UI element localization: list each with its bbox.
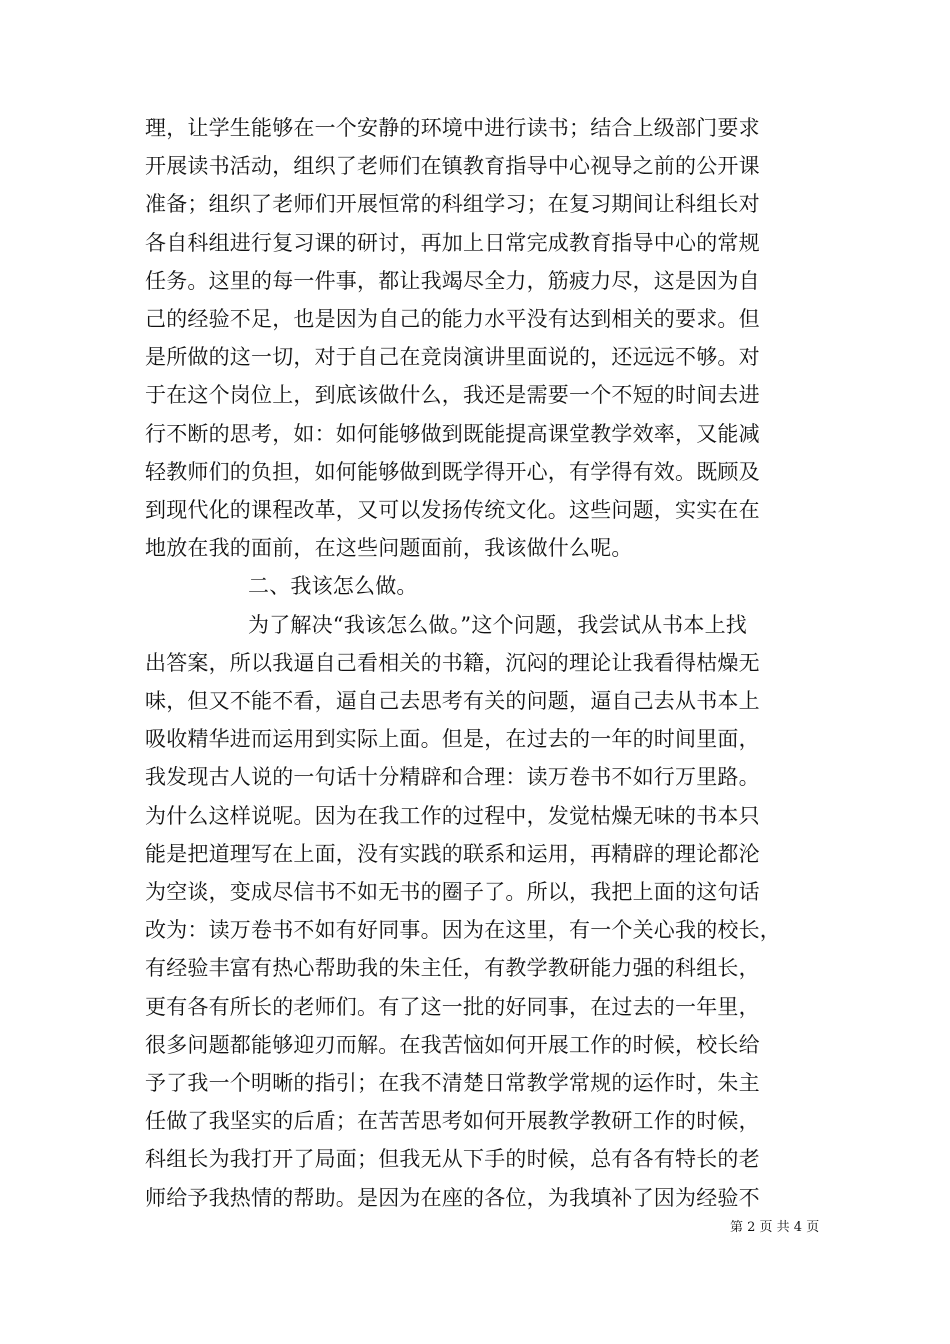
paragraph-line: 是所做的这一切，对于自己在竞岗演讲里面说的，还远远不够。对 <box>145 345 760 370</box>
paragraph-line: 更有各有所长的老师们。有了这一批的好同事，在过去的一年里， <box>145 994 760 1019</box>
paragraph-line: 轻教师们的负担，如何能够做到既学得开心，有学得有效。既顾及 <box>145 459 760 484</box>
paragraph-line: 己的经验不足，也是因为自己的能力水平没有达到相关的要求。但 <box>145 307 760 331</box>
paragraph-line: 行不断的思考，如：如何能够做到既能提高课堂教学效率，又能减 <box>145 421 760 446</box>
paragraph-line: 各自科组进行复习课的研讨，再加上日常完成教育指导中心的常规 <box>145 230 760 255</box>
paragraph-line: 味，但又不能不看，逼自己去思考有关的问题，逼自己去从书本上 <box>145 689 760 713</box>
page-footer: 第 2 页 共 4 页 <box>730 1219 820 1235</box>
paragraph-line: 于在这个岗位上，到底该做什么，我还是需要一个不短的时间去进 <box>145 383 760 408</box>
paragraph-line: 地放在我的面前，在这些问题面前，我该做什么呢。 <box>145 536 633 561</box>
paragraph-line: 开展读书活动，组织了老师们在镇教育指导中心视导之前的公开课 <box>145 154 760 179</box>
paragraph-line: 很多问题都能够迎刃而解。在我苦恼如何开展工作的时候，校长给 <box>145 1032 760 1057</box>
paragraph-line: 为了解决“我该怎么做。”这个问题，我尝试从书本上找 <box>248 612 747 637</box>
paragraph-line: 能是把道理写在上面，没有实践的联系和运用，再精辟的理论都沦 <box>145 841 760 866</box>
paragraph-line: 我发现古人说的一句话十分精辟和合理：读万卷书不如行万里路。 <box>145 765 760 790</box>
paragraph-line: 到现代化的课程改革，又可以发扬传统文化。这些问题，实实在在 <box>145 498 760 522</box>
section-heading: 二、我该怎么做。 <box>248 574 418 599</box>
paragraph-line: 任务。这里的每一件事，都让我竭尽全力，筋疲力尽，这是因为自 <box>145 268 760 293</box>
paragraph-line: 出答案，所以我逼自己看相关的书籍，沉闷的理论让我看得枯燥无 <box>145 650 760 675</box>
paragraph-line: 师给予我热情的帮助。是因为在座的各位，为我填补了因为经验不 <box>145 1185 760 1210</box>
paragraph-line: 准备；组织了老师们开展恒常的科组学习；在复习期间让科组长对 <box>145 192 760 217</box>
paragraph-line: 有经验丰富有热心帮助我的朱主任，有教学教研能力强的科组长， <box>145 956 760 981</box>
paragraph-line: 任做了我坚实的后盾；在苦苦思考如何开展教学教研工作的时候， <box>145 1109 760 1134</box>
paragraph-line: 科组长为我打开了局面；但我无从下手的时候，总有各有特长的老 <box>145 1147 760 1172</box>
paragraph-line: 为什么这样说呢。因为在我工作的过程中，发觉枯燥无味的书本只 <box>145 803 760 828</box>
paragraph-line: 改为：读万卷书不如有好同事。因为在这里，有一个关心我的校长， <box>145 918 781 943</box>
paragraph-line: 吸收精华进而运用到实际上面。但是，在过去的一年的时间里面， <box>145 727 760 752</box>
paragraph-line: 理，让学生能够在一个安静的环境中进行读书；结合上级部门要求 <box>145 116 760 140</box>
paragraph-line: 为空谈，变成尽信书不如无书的圈子了。所以，我把上面的这句话 <box>145 880 760 904</box>
paragraph-line: 予了我一个明晰的指引；在我不清楚日常教学常规的运作时，朱主 <box>145 1071 760 1095</box>
